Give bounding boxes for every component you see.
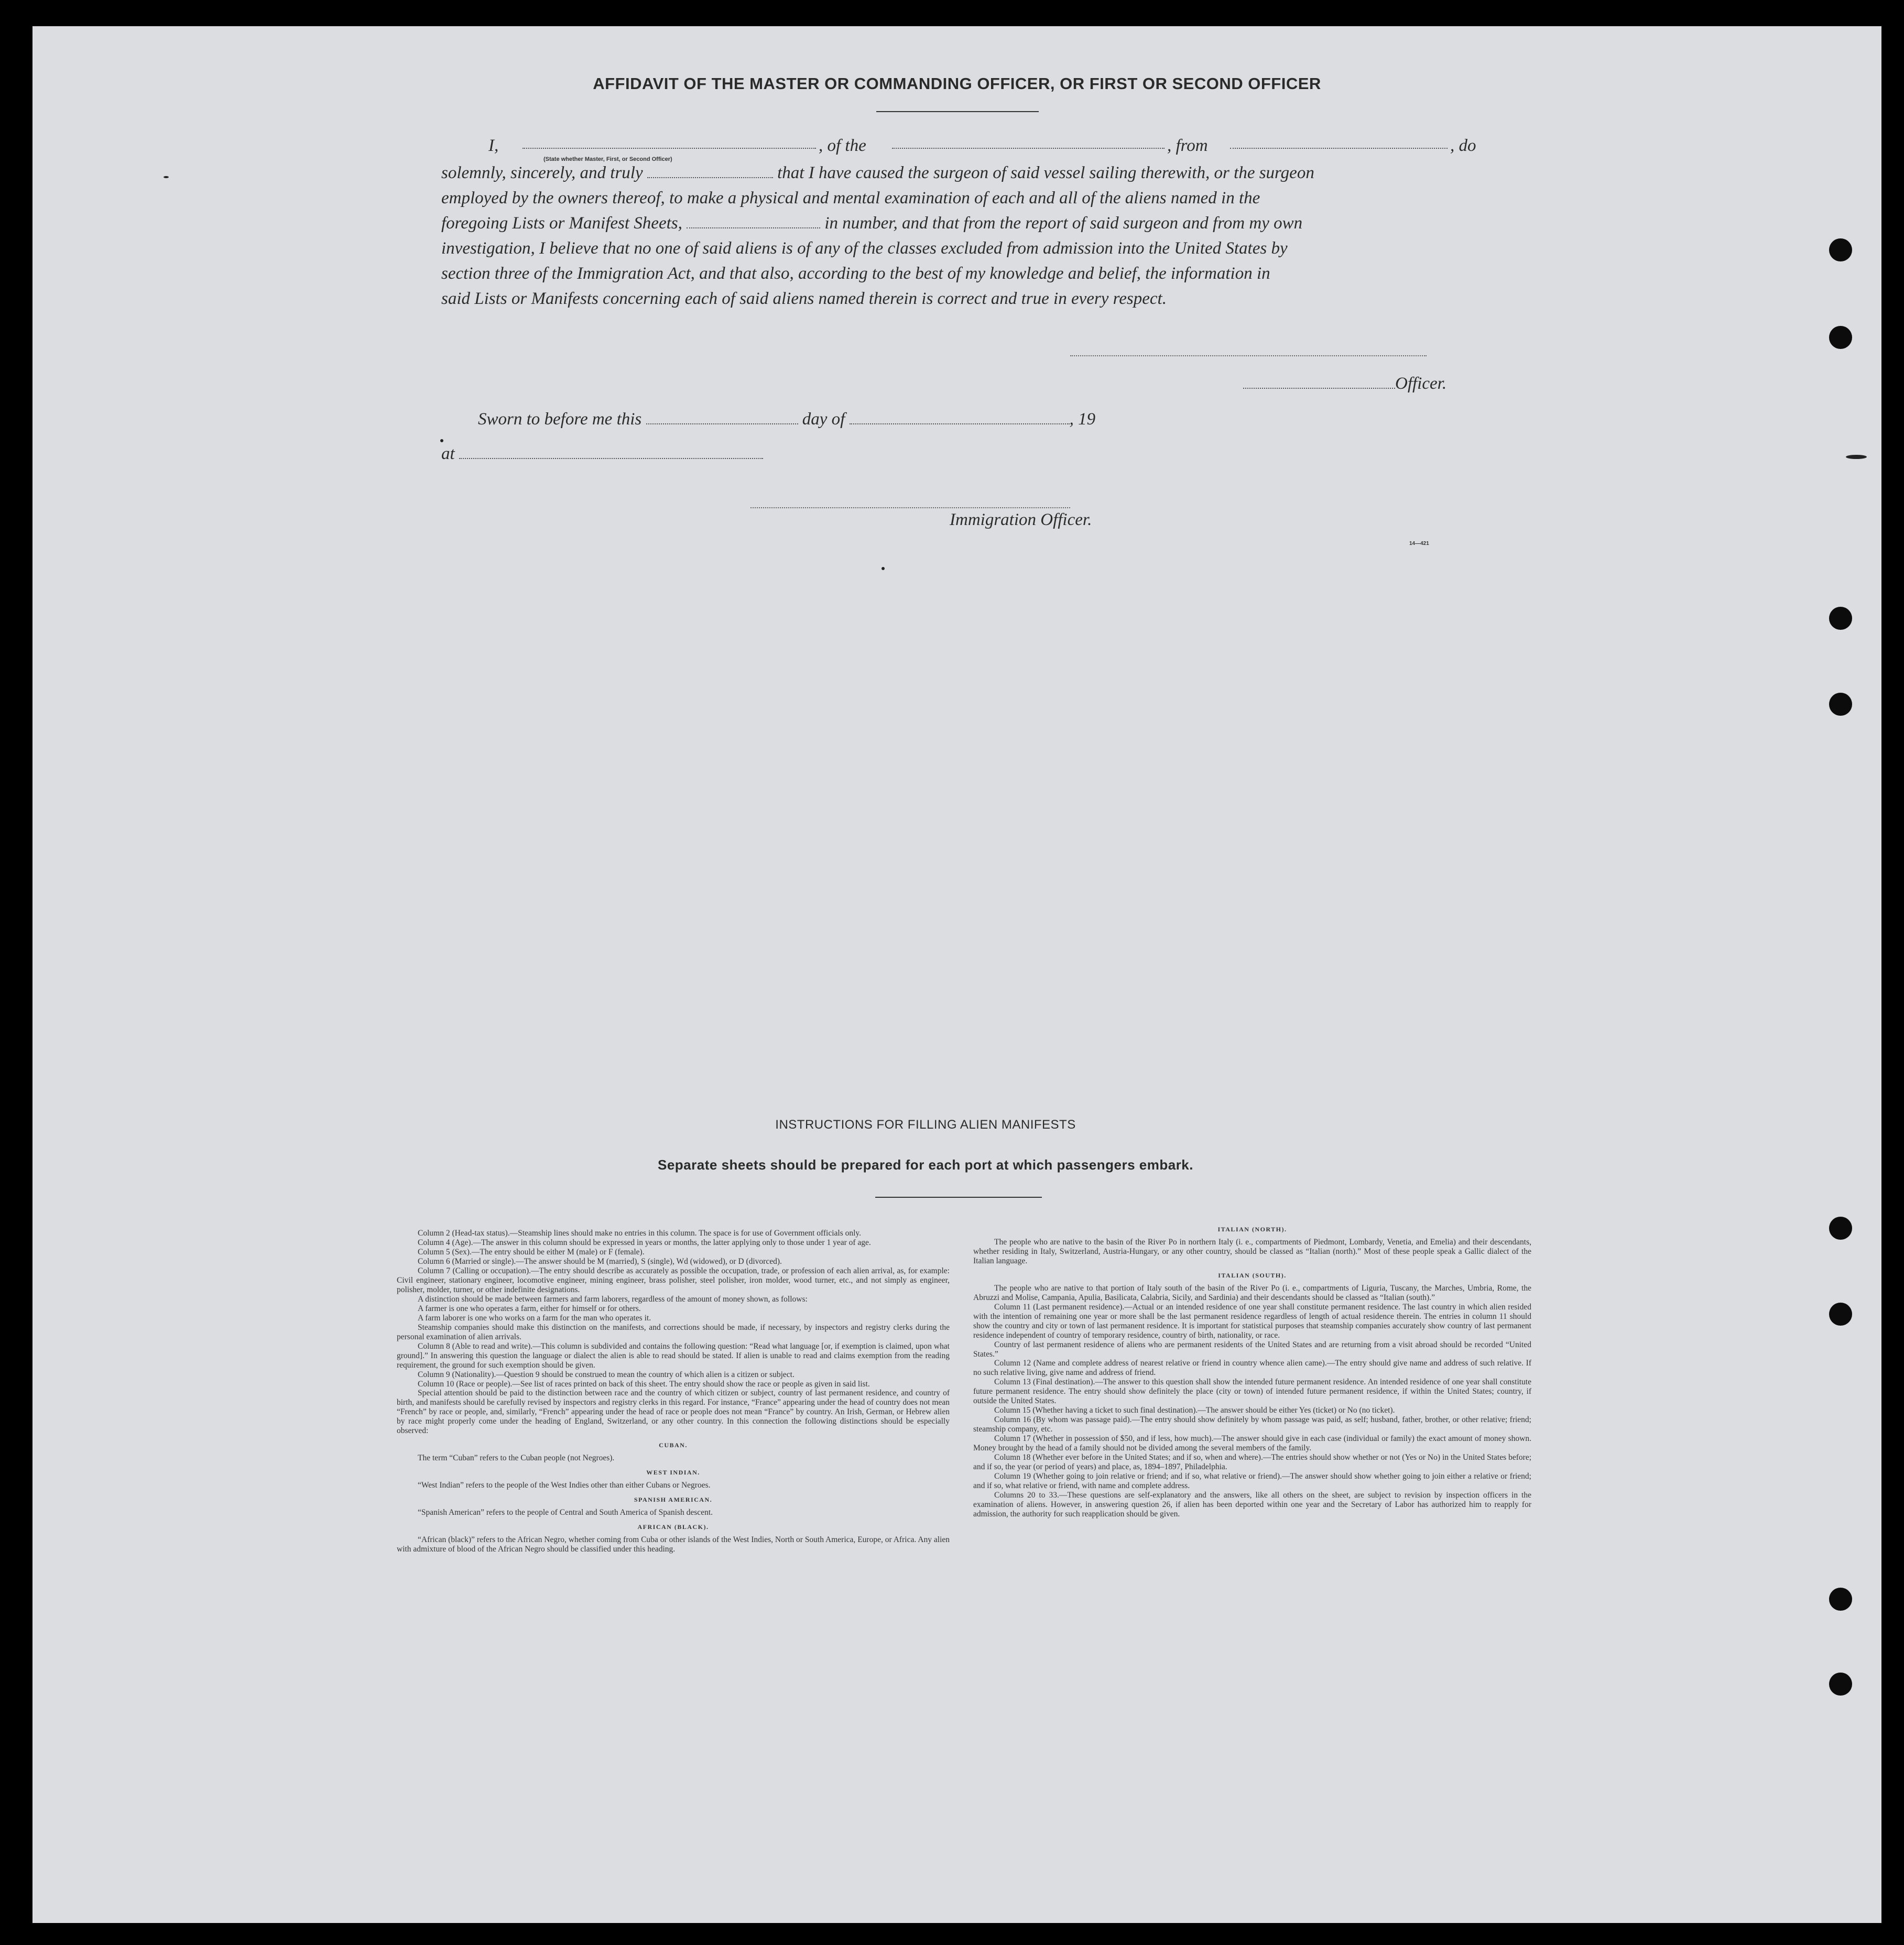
rank-hint: (State whether Master, First, or Second Officer) — [543, 156, 672, 162]
affidavit-line-5: investigation, I believe that no one of said aliens is of any of the classes excluded from admission into the United States by — [441, 239, 1288, 258]
punch-hole-4 — [1829, 693, 1852, 716]
left-paragraph: A farm laborer is one who works on a farm for the man who operates it. — [418, 1313, 651, 1323]
i-label: I, — [488, 136, 499, 155]
at-place-field[interactable] — [459, 446, 763, 459]
signature-line[interactable] — [1070, 354, 1427, 356]
instructions-title: INSTRUCTIONS FOR FILLING ALIEN MANIFESTS — [775, 1118, 1076, 1132]
right-paragraph: Column 15 (Whether having a ticket to such final destination).—The answer should be either Yes (ticket) or No (no ticket). — [994, 1406, 1395, 1415]
solemnly-field[interactable] — [647, 166, 773, 178]
ink-speck — [164, 176, 169, 178]
officer-title-field[interactable] — [1243, 376, 1395, 389]
left-paragraph: Steamship companies should make this distinction on the manifests, and corrections should be made, if necessary, by inspectors and registry clerks during the personal examination of alien arrivals. — [397, 1323, 950, 1341]
left-paragraph: Column 5 (Sex).—The entry should be either M (male) or F (female). — [418, 1247, 645, 1256]
of-the-label: , of the — [819, 136, 866, 155]
ink-speck — [440, 439, 443, 442]
immigration-officer-label: Immigration Officer. — [950, 510, 1092, 529]
spanish-american-heading: SPANISH AMERICAN. — [634, 1496, 713, 1504]
immigration-signature-line[interactable] — [750, 506, 1070, 508]
punch-hole-2 — [1829, 326, 1852, 349]
form-number: 14—421 — [1409, 541, 1429, 547]
affidavit-title: AFFIDAVIT OF THE MASTER OR COMMANDING OFFICER, OR FIRST OR SECOND OFFICER — [593, 74, 1321, 93]
punch-hole-3 — [1829, 607, 1852, 630]
punch-hole-7 — [1829, 1588, 1852, 1611]
left-paragraph: Column 7 (Calling or occupation).—The entry should describe as accurately as possible the occupation, trade, or profession of each alien arrival, as, for example: Civil engineer, stationary engineer, locomotive engineer, mining engineer, brass polisher, steel polisher, iron molder, wood turner, etc., and not simply as engineer, polisher, molder, turner, or other indefinite designations. — [397, 1266, 950, 1294]
sworn-line: Sworn to before me this day of , 19 — [478, 410, 1096, 429]
right-paragraph: Column 11 (Last permanent residence).—Actual or an intended residence of one year shall constitute permanent residence. The last country in which alien resided with the intention of remaining one year or more shall be the last permanent residence regardless of length of actual residence therein. The entries in column 11 should show the country and city or town of last permanent residence. It is important for statistical purposes that steamship companies accurately show country of last permanent residence independent of country of temporary residence, country of birth, nationality, or race. — [973, 1302, 1531, 1340]
left-paragraph: Column 9 (Nationality).—Question 9 should be construed to mean the country of which alien is a citizen or subject. — [418, 1370, 795, 1379]
punch-hole-8 — [1829, 1673, 1852, 1696]
left-paragraph: Column 8 (Able to read and write).—This column is subdivided and contains the following question: “Read what language [or, if exemption is claimed, upon what ground].” In answering this question the language or dialect the alien is able to read should be stated. If alien is unable to read and claims exemption from the reading requirement, the ground for such exemption should be given. — [397, 1341, 950, 1370]
african-text: “African (black)” refers to the African Negro, whether coming from Cuba or other islands of the West Indies, North or South America, Europe, or Africa. Any alien with admixture of blood of the African Negro should be classified under this heading. — [397, 1535, 950, 1554]
right-paragraph: Column 19 (Whether going to join relative or friend; and if so, what relative or friend).—The answer should show whether going to join either a relative or friend; and if so, what relative or friend, with name and complete address. — [973, 1472, 1531, 1491]
right-paragraph: Column 18 (Whether ever before in the United States; and if so, when and where).—The entries should show whether or not (Yes or No) in the United States before; and if so, the year (or period of years) and place, as, 1894–1897, Philadelphia. — [973, 1453, 1531, 1472]
right-paragraph: Country of last permanent residence of aliens who are permanent residents of the United States and are returning from a visit abroad should be recorded “United States.” — [973, 1340, 1531, 1359]
sworn-day-field[interactable] — [646, 412, 798, 424]
punch-hole-5 — [1829, 1217, 1852, 1240]
do-label: , do — [1450, 136, 1476, 155]
officer-rank-field[interactable] — [523, 136, 816, 149]
left-paragraph: Column 4 (Age).—The answer in this column should be expressed in years or months, the latter applying only to those under 1 year of age. — [418, 1238, 871, 1247]
italian-north-text: The people who are native to the basin of the River Po in northern Italy (i. e., compartments of Piedmont, Lombardy, Venetia, and Emelia) and their descendants, whether residing in Italy, Switzerland, Austria-Hungary, or any other country, should be classed as “Italian (north).” Most of these people speak a Gallic dialect of the Italian language. — [973, 1237, 1531, 1265]
affidavit-line-2: solemnly, sincerely, and truly that I have caused the surgeon of said vessel sailing therewith, or the surgeon — [441, 163, 1314, 182]
african-heading: AFRICAN (BLACK). — [637, 1523, 709, 1531]
instructions-left-column — [397, 1229, 950, 1554]
punch-hole-1 — [1829, 238, 1852, 261]
right-paragraph: Columns 20 to 33.—These questions are self-explanatory and the answers, like all others on the sheet, are subject to revision by inspection officers in the examination of aliens. However, in answering question 26, if alien has been deported within one year and the Secretary of Labor has authorized him to reapply for admission, the authority for such reapplication should be given. — [973, 1491, 1531, 1518]
left-paragraph: Special attention should be paid to the distinction between race and the country of which citizen or subject, country of last permanent residence, and country of birth, and manifests should be carefully revised by inspectors and registry clerks in this regard. For instance, “France” appearing under the head of country does not mean “French” by race or people, and, similarly, “French” appearing under the head of race or people does not mean “France” by country. An Irish, German, or Hebrew alien by race might properly come under the heading of England, Switzerland, or any other country. In this connection the following distinctions should be especially observed: — [397, 1389, 950, 1436]
punch-hole-6 — [1829, 1303, 1852, 1326]
west-indian-heading: WEST INDIAN. — [646, 1469, 700, 1477]
cuban-heading: CUBAN. — [659, 1441, 688, 1449]
right-paragraph: Column 13 (Final destination).—The answer to this question shall show the intended future permanent residence. An intended residence of one year shall constitute future permanent residence. The entry should show definitely the place (city or town) of intended future permanent residence, if within the United States; country, if outside the United States. — [973, 1378, 1531, 1406]
affidavit-line-3: employed by the owners thereof, to make a physical and mental examination of each and all of the aliens named in the — [441, 189, 1260, 207]
instructions-subtitle: Separate sheets should be prepared for each port at which passengers embark. — [658, 1157, 1193, 1173]
manifest-sheet — [32, 26, 1881, 1923]
italian-south-heading: ITALIAN (SOUTH). — [1218, 1271, 1287, 1279]
sworn-month-field[interactable] — [850, 412, 1070, 424]
ink-speck — [882, 567, 885, 570]
right-paragraph: Column 16 (By whom was passage paid).—The entry should show definitely by whom passage was paid, as self; husband, father, brother, or other relative; friend; steamship company, etc. — [973, 1415, 1531, 1434]
west-indian-text: “West Indian” refers to the people of the West Indies other than either Cubans or Negroes. — [418, 1481, 711, 1490]
port-from-field[interactable] — [1230, 136, 1448, 149]
right-paragraph: The people who are native to that portion of Italy south of the basin of the River Po (i. e., compartments of Liguria, Tuscany, the Marches, Umbria, Rome, the Abruzzi and Molise, Campania, Apulia, Basilicata, Calabria, Sicily, and Sardinia) and their descendants should be classed as “Italian (south).” — [973, 1283, 1531, 1302]
affidavit-line-4: foregoing Lists or Manifest Sheets, in number, and that from the report of said surgeon and from my own — [441, 214, 1303, 233]
title-divider — [876, 111, 1039, 112]
affidavit-line-6: section three of the Immigration Act, and that also, according to the best of my knowledge and belief, the information in — [441, 264, 1270, 283]
affidavit-line-7: said Lists or Manifests concerning each of said aliens named therein is correct and true in every respect. — [441, 289, 1167, 308]
vessel-name-field[interactable] — [892, 136, 1165, 149]
at-line: at — [441, 444, 763, 464]
alien-count-field[interactable] — [687, 216, 820, 228]
left-paragraph: Column 2 (Head-tax status).—Steamship lines should make no entries in this column. The space is for use of Government officials only. — [418, 1229, 862, 1238]
left-paragraph: A distinction should be made between farmers and farm laborers, regardless of the amount of money shown, as follows: — [418, 1294, 808, 1304]
left-paragraph: Column 10 (Race or people).—See list of races printed on back of this sheet. The entry should show the race or people as given in said list. — [418, 1379, 870, 1389]
instructions-divider — [875, 1197, 1042, 1198]
left-paragraph: A farmer is one who operates a farm, either for himself or for others. — [418, 1304, 641, 1313]
spanish-american-text: “Spanish American” refers to the people of Central and South America of Spanish descent. — [418, 1507, 713, 1517]
officer-label: Officer. — [1395, 374, 1447, 393]
right-paragraph: Column 12 (Name and complete address of nearest relative or friend in country whence alien came).—The entry should give name and address of such relative. If no such relative living, give name and address of friend. — [973, 1359, 1531, 1378]
cuban-text: The term “Cuban” refers to the Cuban people (not Negroes). — [418, 1454, 615, 1463]
officer-signature-line — [1243, 374, 1446, 394]
italian-north-heading: ITALIAN (NORTH). — [1217, 1226, 1287, 1233]
from-label: , from — [1167, 136, 1208, 155]
right-paragraph: Column 17 (Whether in possession of $50, and if less, how much).—The answer should give in each case (individual or family) the exact amount of money shown. Money brought by the head of a family should not be divided among the several members of the family. — [973, 1434, 1531, 1453]
instructions-right-column — [973, 1226, 1531, 1519]
left-paragraph: Column 6 (Married or single).—The answer should be M (married), S (single), Wd (widowed), or D (divorced). — [418, 1256, 782, 1266]
ink-speck — [1846, 455, 1867, 459]
